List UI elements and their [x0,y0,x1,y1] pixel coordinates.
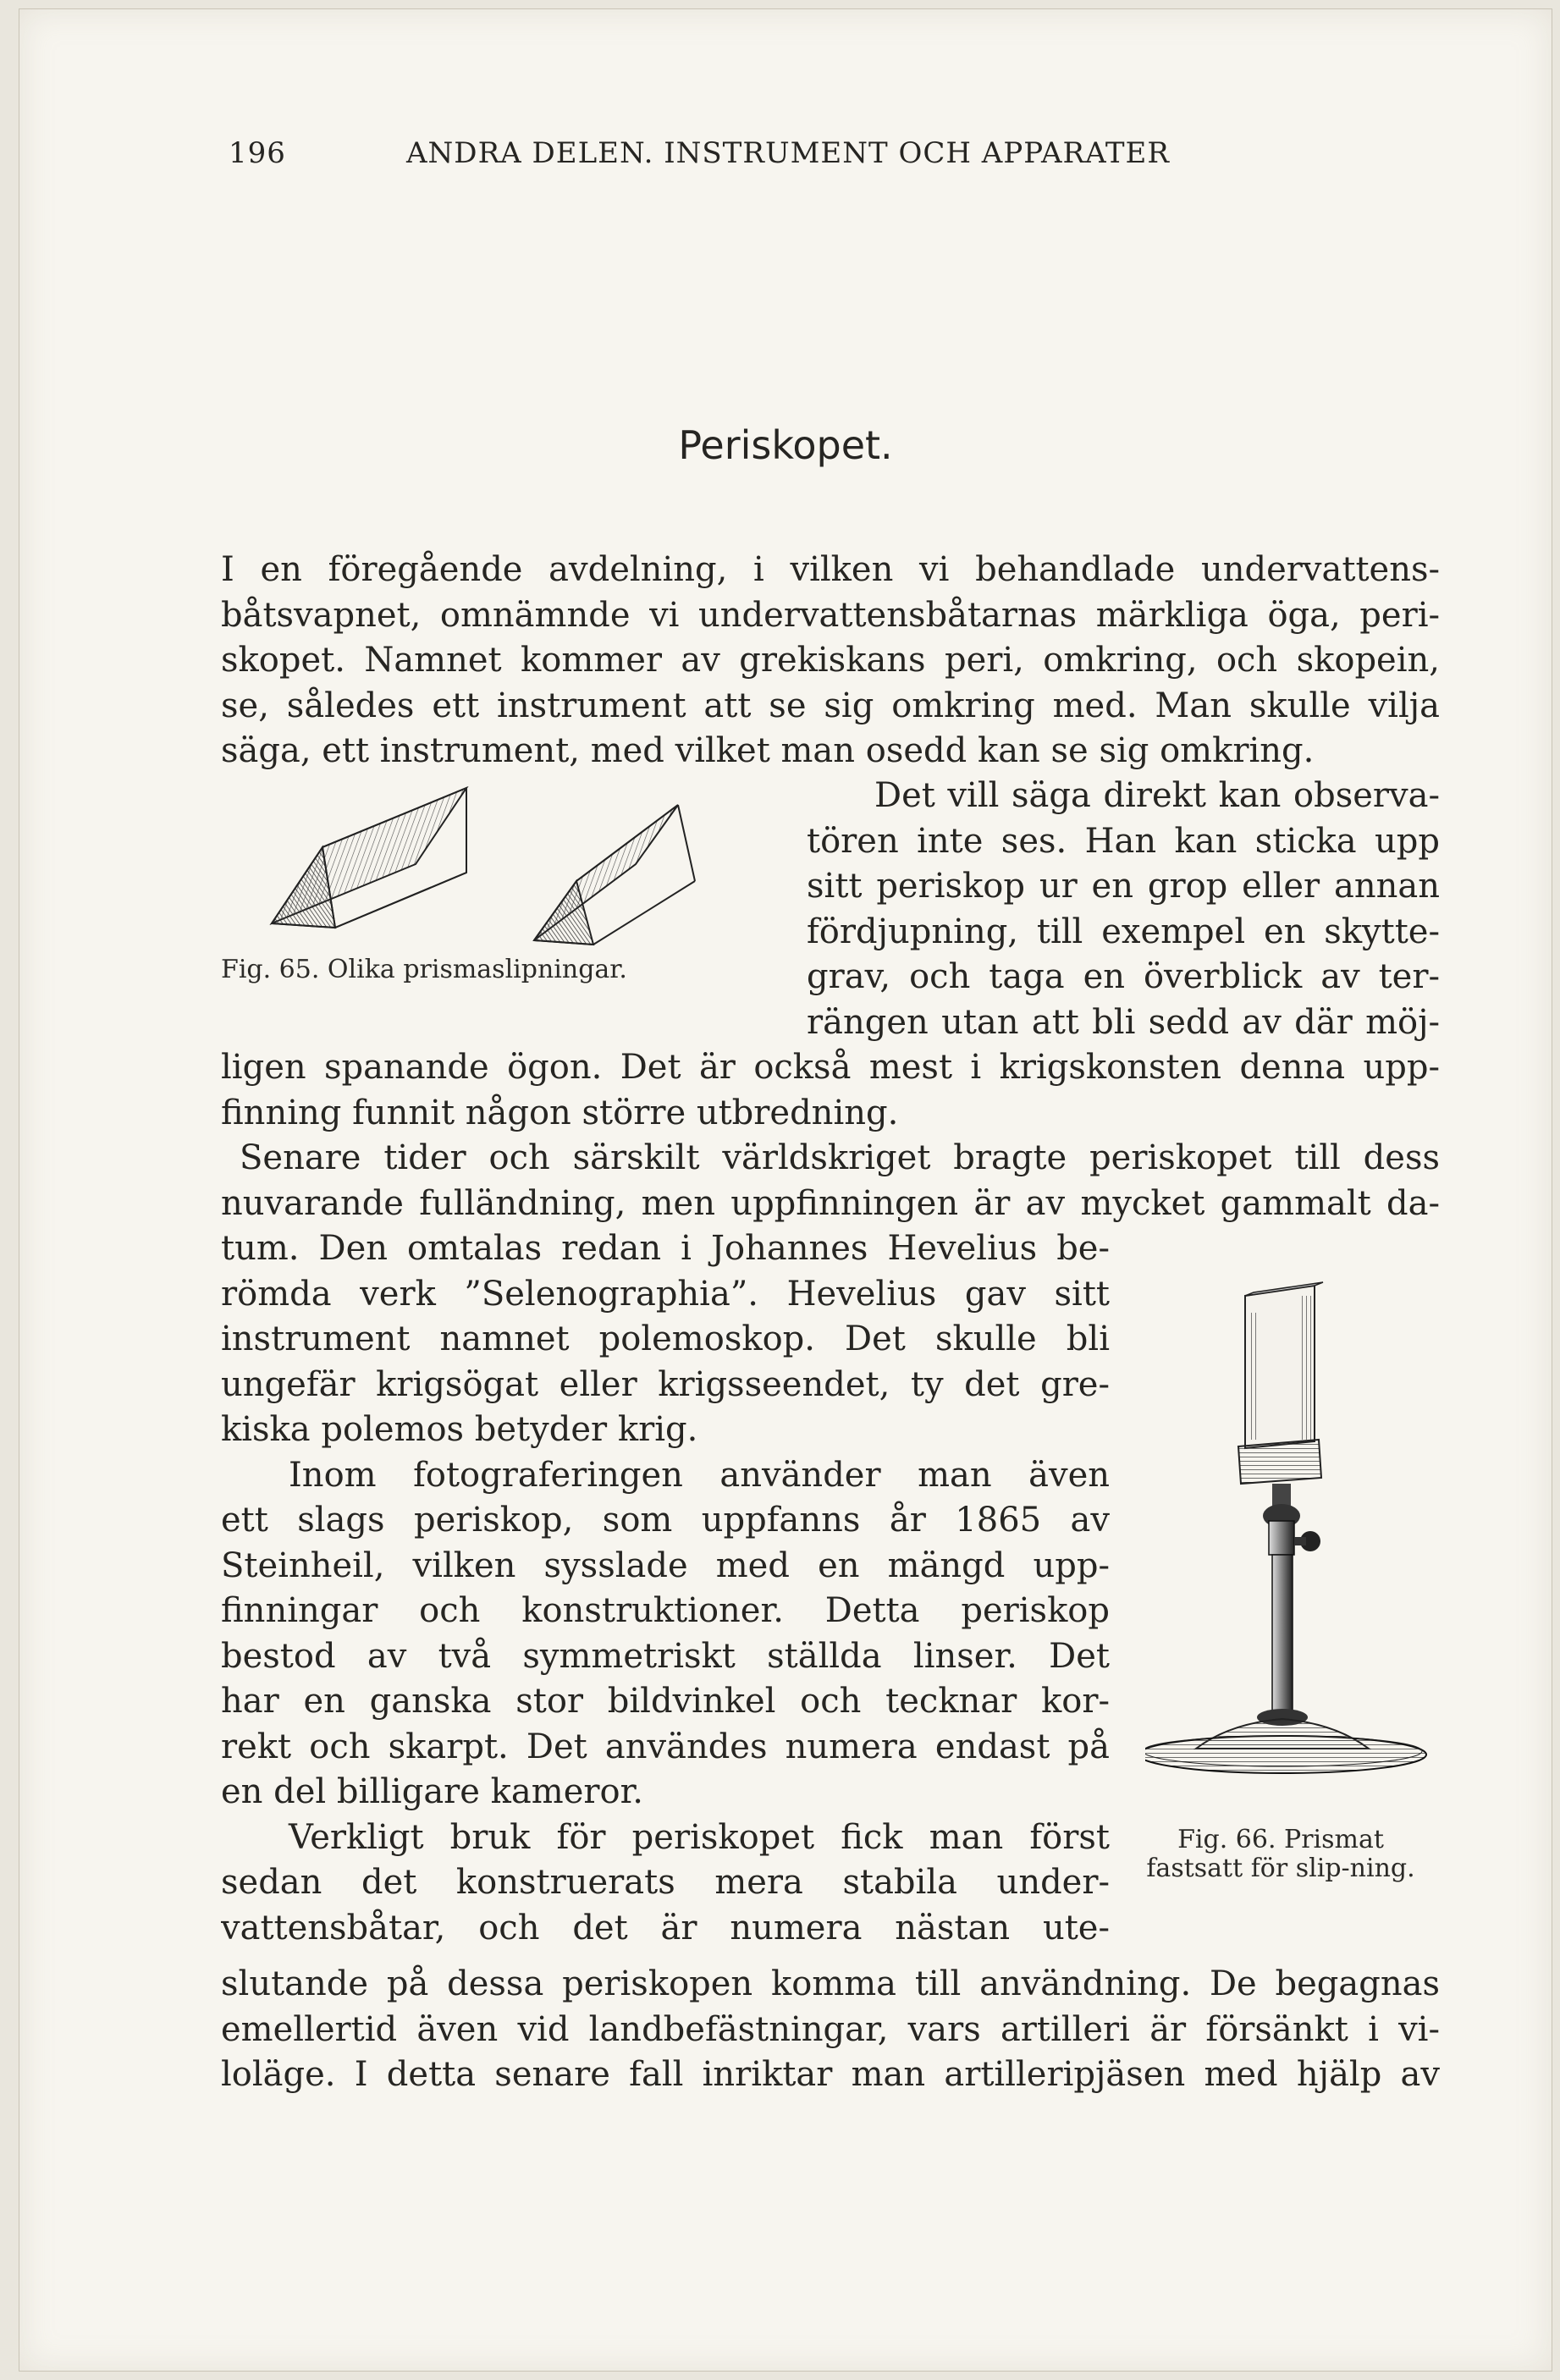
text-line: rängen utan att bli sedd av där möj- [807,1002,1440,1042]
text-line: bestod av två symmetriskt ställda linser. Det [221,1636,1110,1676]
text-line: har en ganska stor bildvinkel och tecknar kor- [221,1682,1110,1721]
text-line: I en föregående avdelning, i vilken vi behandlade undervattens- [221,550,1440,589]
text-line: ligen spanande ögon. Det är också mest i krigskonsten denna upp- [221,1048,1440,1087]
paragraph-2-side [807,774,1440,1045]
text-line: en del billigare kameror. [221,1772,644,1811]
prism-left [272,788,466,928]
text-line: finning funnit någon större utbredning. [221,1093,899,1132]
text-line: fördjupning, till exempel en skytte- [807,912,1440,951]
figure-66-prism-stand [1145,1262,1484,1787]
text-line: finningar och konstruktioner. Detta periskop [221,1591,1110,1630]
figure-66-caption: Fig. 66. Prismat fastsatt för slip-ning. [1146,1825,1415,1883]
text-line: ett slags periskop, som uppfanns år 1865 av [221,1501,1110,1540]
text-line: se, således ett instrument att se sig omkring med. Man skulle vilja [221,686,1440,725]
prism-right [534,805,695,945]
stand-joint [1263,1484,1320,1555]
text-line: loläge. I detta senare fall inriktar man artilleripjäsen med hjälp av [221,2055,1440,2094]
section-title: Periskopet. [678,422,893,468]
paragraph-3-side [221,1226,1110,1951]
prism-stand-illustration [1145,1262,1484,1787]
text-line: Inom fotograferingen använder man även [289,1455,1110,1495]
prism-clamp [1238,1440,1321,1484]
text-line: slutande på dessa periskopen komma till användning. De begagnas [221,1964,1440,2003]
text-line: tören inte ses. Han kan sticka upp [807,821,1440,861]
page-number: 196 [229,136,286,170]
prism-block [1245,1282,1323,1448]
text-line: ungefär krigsögat eller krigsseendet, ty det gre- [221,1364,1110,1404]
text-line: båtsvapnet, omnämnde vi undervattensbåtarnas märkliga öga, peri- [221,595,1440,635]
text-line: römda verk ”Selenographia”. Hevelius gav sitt [221,1274,1110,1314]
text-line: säga, ett instrument, med vilket man osedd kan se sig omkring. [221,731,1315,770]
text-line: Det vill säga direkt kan observa- [874,776,1440,815]
running-head [229,136,1287,170]
text-line: skopet. Namnet kommer av grekiskans peri, omkring, och skopein, [221,641,1440,680]
text-line: Verkligt bruk för periskopet fick man först [289,1817,1110,1857]
stand-rod [1272,1555,1293,1716]
text-line: rekt och skarpt. Det användes numera endast på [221,1727,1110,1766]
text-line: vattensbåtar, och det är numera nästan ute- [221,1908,1110,1948]
text-line: kiska polemos betyder krig. [221,1410,698,1449]
text-line: sedan det konstruerats mera stabila under- [221,1863,1110,1902]
text-line: tum. Den omtalas redan i Johannes Hevelius be- [221,1229,1110,1268]
paragraph-1 [221,548,1440,774]
text-line: emellertid även vid landbefästningar, vars artilleri är försänkt i vi- [221,2009,1440,2049]
running-title: ANDRA DELEN. INSTRUMENT OCH APPARATER [406,136,1170,170]
paragraph-2-cont [221,1045,1440,1226]
text-line: nuvarande fulländning, men uppfinningen är av mycket gammalt da- [221,1183,1440,1223]
text-line: instrument namnet polemoskop. Det skulle bli [221,1319,1110,1358]
text-line: grav, och taga en överblick av ter- [807,957,1440,996]
paragraph-5-cont [221,1962,1440,2098]
text-line: Senare tider och särskilt världskriget bragte periskopet till dess [240,1138,1440,1177]
stand-base [1145,1709,1426,1773]
figure-65-caption: Fig. 65. Olika prismaslipningar. [221,955,627,984]
text-line: Steinheil, vilken sysslade med en mängd upp- [221,1545,1110,1585]
book-page [19,8,1552,2372]
text-line: sitt periskop ur en grop eller annan [807,867,1440,906]
